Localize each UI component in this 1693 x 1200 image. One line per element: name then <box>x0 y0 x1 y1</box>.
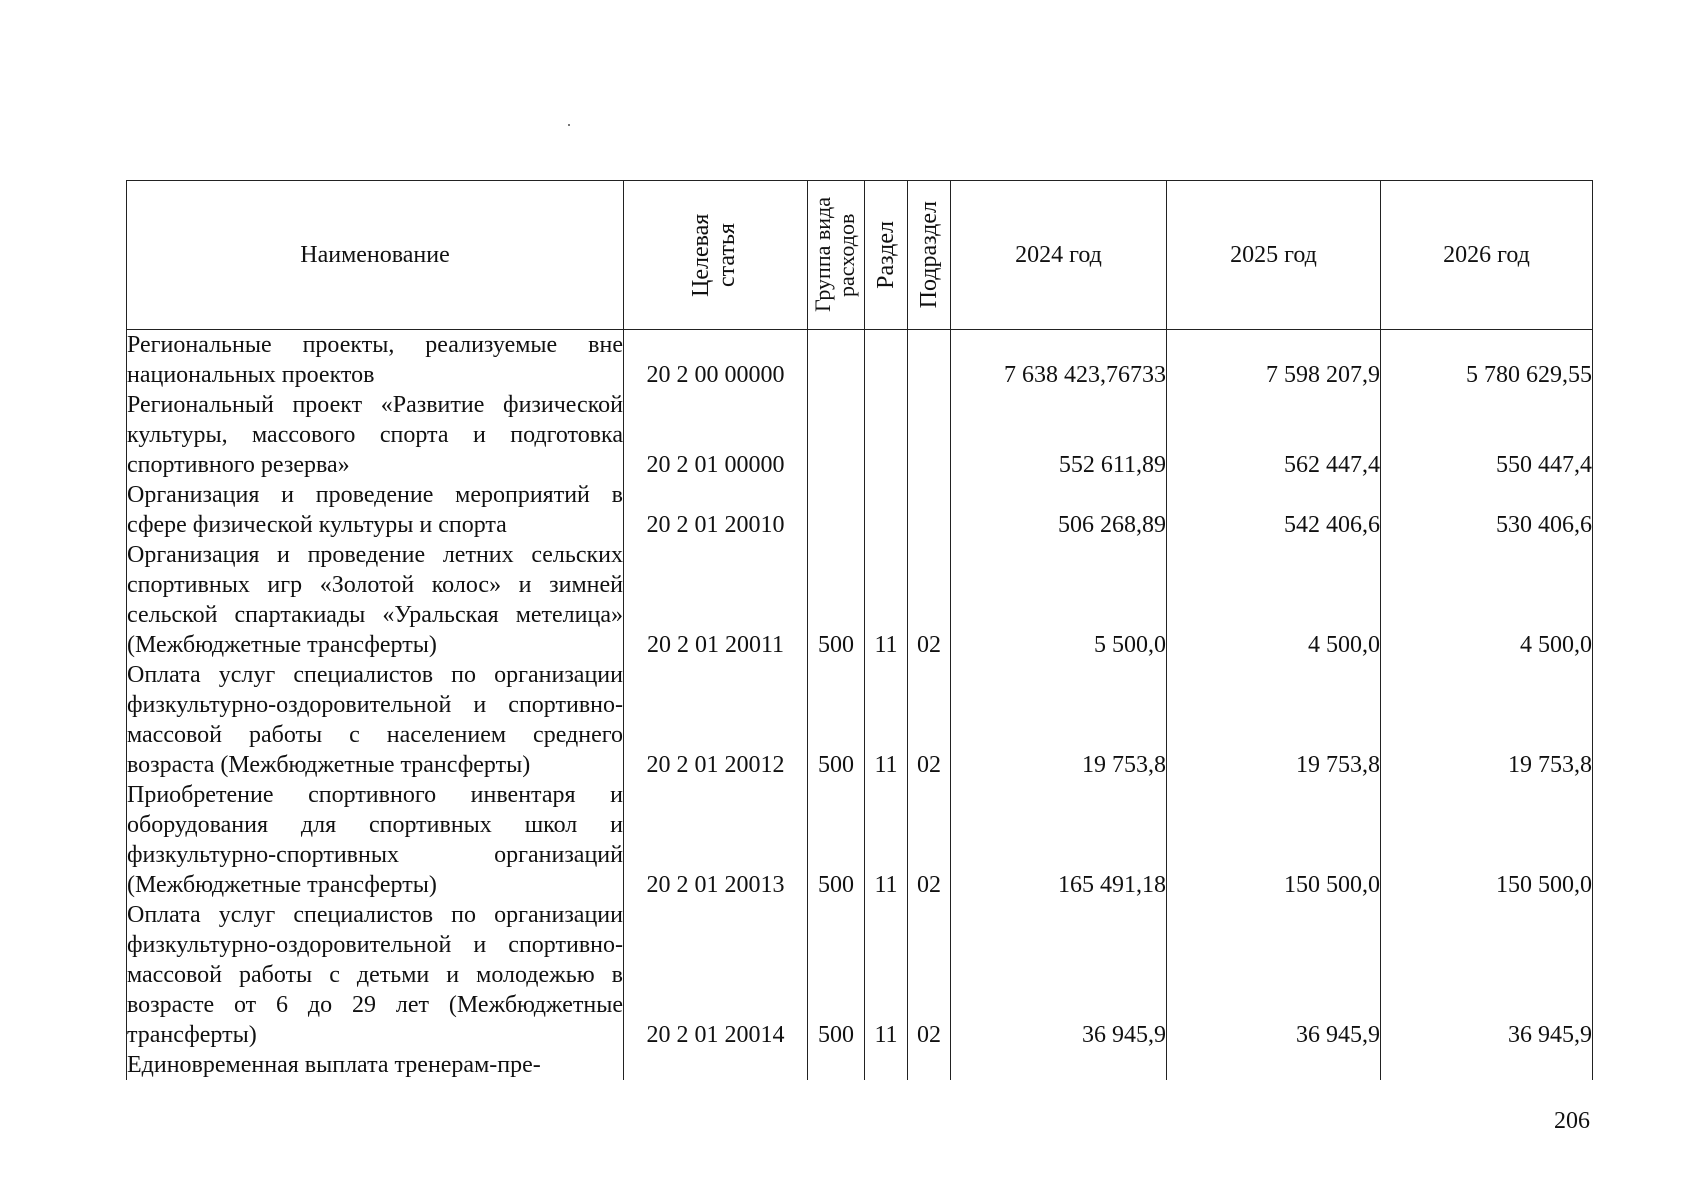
row-2024: 5 500,0 <box>951 540 1167 660</box>
row-name: Единовременная выплата тренерам-пре- <box>127 1050 624 1080</box>
row-subsection: 02 <box>908 660 951 780</box>
page-number: 206 <box>1554 1108 1590 1134</box>
table-row <box>127 540 1593 660</box>
row-subsection: 02 <box>908 780 951 900</box>
row-2026: 5 780 629,55 <box>1381 330 1593 391</box>
header-2024 <box>951 181 1167 330</box>
row-2025: 4 500,0 <box>1167 540 1381 660</box>
table-row <box>127 900 1593 1050</box>
row-2026: 550 447,4 <box>1381 390 1593 480</box>
row-2025: 542 406,6 <box>1167 480 1381 540</box>
row-2024: 552 611,89 <box>951 390 1167 480</box>
row-2025 <box>1167 1050 1381 1080</box>
row-target-code: 20 2 01 00000 <box>624 390 808 480</box>
row-target-code <box>624 1050 808 1080</box>
row-2025: 19 753,8 <box>1167 660 1381 780</box>
row-group: 500 <box>808 900 865 1050</box>
row-2025: 562 447,4 <box>1167 390 1381 480</box>
row-2026: 530 406,6 <box>1381 480 1593 540</box>
row-2025: 7 598 207,9 <box>1167 330 1381 391</box>
row-target-code: 20 2 01 20014 <box>624 900 808 1050</box>
row-group: 500 <box>808 540 865 660</box>
header-name <box>127 181 624 330</box>
row-2026 <box>1381 1050 1593 1080</box>
row-section <box>865 480 908 540</box>
header-2026 <box>1381 181 1593 330</box>
scan-speck <box>568 124 570 126</box>
row-target-code: 20 2 00 00000 <box>624 330 808 391</box>
header-subsection-label: Подраздел <box>916 201 942 309</box>
row-name: Региональный проект «Развитие физической культуры, массового спорта и подготовка спортивного резерва» <box>127 392 623 478</box>
row-group: 500 <box>808 660 865 780</box>
row-section <box>865 390 908 480</box>
row-2024 <box>951 1050 1167 1080</box>
table-row <box>127 1050 1593 1080</box>
row-subsection <box>908 1050 951 1080</box>
row-2024: 506 268,89 <box>951 480 1167 540</box>
row-2024: 165 491,18 <box>951 780 1167 900</box>
row-target-code: 20 2 01 20013 <box>624 780 808 900</box>
row-section: 11 <box>865 780 908 900</box>
row-name: Организация и проведение мероприятий в сфере физической культуры и спорта <box>127 482 623 538</box>
row-target-code: 20 2 01 20012 <box>624 660 808 780</box>
row-subsection <box>908 390 951 480</box>
row-section <box>865 330 908 391</box>
header-subsection <box>908 181 951 330</box>
row-target-code: 20 2 01 20011 <box>624 540 808 660</box>
header-group-label: Группа вида расходов <box>810 197 859 313</box>
row-2026: 4 500,0 <box>1381 540 1593 660</box>
table-row <box>127 660 1593 780</box>
header-name-label: Наименование <box>300 242 450 268</box>
row-section: 11 <box>865 660 908 780</box>
table-header-row <box>127 181 1593 330</box>
row-name: Приобретение спортивного инвентаря и оборудования для спортивных школ и физкультурно-спортивных организаций (Межбюджетные трансферты) <box>127 782 623 898</box>
row-subsection <box>908 480 951 540</box>
row-section: 11 <box>865 540 908 660</box>
header-2026-label: 2026 год <box>1443 242 1530 268</box>
row-group <box>808 480 865 540</box>
row-group <box>808 390 865 480</box>
row-subsection: 02 <box>908 900 951 1050</box>
row-name: Оплата услуг специалистов по организации физкультурно-оздоровительной и спортивно-массовой работы с детьми и молодежью в возрасте от 6 до 29 лет (Межбюджетные трансферты) <box>127 902 623 1048</box>
row-section <box>865 1050 908 1080</box>
table-row <box>127 480 1593 540</box>
row-2026: 150 500,0 <box>1381 780 1593 900</box>
row-subsection <box>908 330 951 391</box>
row-group <box>808 330 865 391</box>
row-name: Региональные проекты, реализуемые вне национальных проектов <box>127 330 624 391</box>
row-2026: 36 945,9 <box>1381 900 1593 1050</box>
header-section-label: Раздел <box>873 221 899 289</box>
row-2024: 19 753,8 <box>951 660 1167 780</box>
row-group <box>808 1050 865 1080</box>
header-2025-label: 2025 год <box>1230 242 1317 268</box>
row-2026: 19 753,8 <box>1381 660 1593 780</box>
header-section <box>865 181 908 330</box>
row-2024: 7 638 423,76733 <box>951 330 1167 391</box>
row-name: Организация и проведение летних сельских спортивных игр «Золотой колос» и зимней сельской спартакиады «Уральская метелица» (Межбюджетные трансферты) <box>127 542 623 658</box>
header-group <box>808 181 865 330</box>
row-target-code: 20 2 01 20010 <box>624 480 808 540</box>
row-name: Оплата услуг специалистов по организации физкультурно-оздоровительной и спортивно-массовой работы с населением среднего возраста (Межбюджетные трансферты) <box>127 662 623 778</box>
row-subsection: 02 <box>908 540 951 660</box>
header-target <box>624 181 808 330</box>
header-2024-label: 2024 год <box>1015 242 1102 268</box>
budget-table <box>126 180 1593 1080</box>
row-2025: 150 500,0 <box>1167 780 1381 900</box>
table-row <box>127 780 1593 900</box>
row-section: 11 <box>865 900 908 1050</box>
table-row <box>127 390 1593 480</box>
table-row <box>127 330 1593 391</box>
row-group: 500 <box>808 780 865 900</box>
row-2024: 36 945,9 <box>951 900 1167 1050</box>
header-target-label: Целевая статья <box>687 213 740 297</box>
row-2025: 36 945,9 <box>1167 900 1381 1050</box>
header-2025 <box>1167 181 1381 330</box>
